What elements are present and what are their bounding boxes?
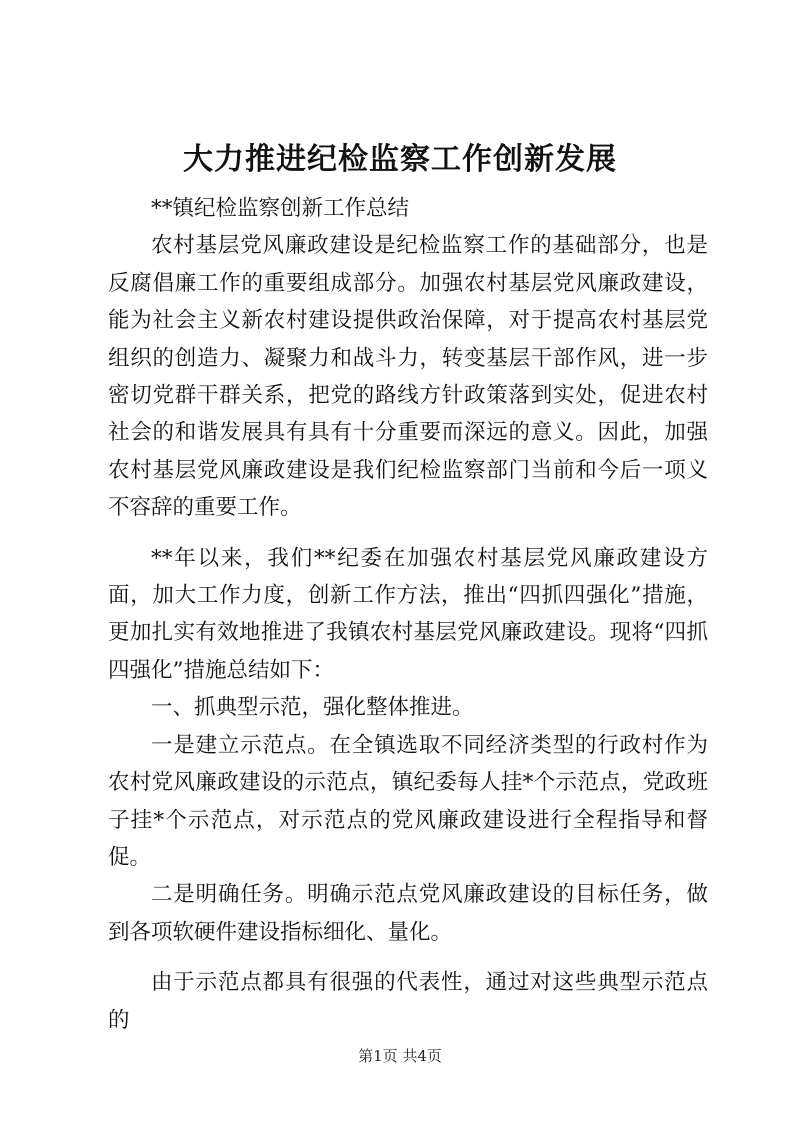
- section-heading: 一、抓典型示范，强化整体推进。: [151, 695, 474, 721]
- body-paragraph: **年以来，我们**纪委在加强农村基层党风廉政建设方面，加大工作力度，创新工作方法，推出“四抓四强化”措施，更加扎实有效地推进了我镇农村基层党风廉政建设。现将“四抓四强化”措施总结如下：: [108, 545, 708, 683]
- document-title: 大力推进纪检监察工作创新发展: [183, 142, 617, 177]
- body-paragraph: 由于示范点都具有很强的代表性，通过对这些典型示范点的: [108, 970, 708, 1033]
- subtitle-paragraph: **镇纪检监察创新工作总结: [151, 196, 410, 221]
- body-paragraph: 二是明确任务。明确示范点党风廉政建设的目标任务，做到各项软硬件建设指标细化、量化。: [108, 882, 708, 945]
- document-body: [108, 190, 708, 1039]
- body-paragraph: 一是建立示范点。在全镇选取不同经济类型的行政村作为农村党风廉政建设的示范点，镇纪委每人挂*个示范点，党政班子挂*个示范点，对示范点的党风廉政建设进行全程指导和督促。: [108, 732, 708, 870]
- body-paragraph: 农村基层党风廉政建设是纪检监察工作的基础部分，也是反腐倡廉工作的重要组成部分。加强农村基层党风廉政建设，能为社会主义新农村建设提供政治保障，对于提高农村基层党组织的创造力、凝聚力和战斗力，转变基层干部作风，进一步密切党群干群关系，把党的路线方针政策落到实处，促进农村社会的和谐发展具有具有十分重要而深远的意义。因此，加强农村基层党风廉政建设是我们纪检监察部门当前和今后一项义不容辞的重要工作。: [108, 233, 708, 521]
- page-number-footer: 第1页 共4页: [358, 1047, 442, 1065]
